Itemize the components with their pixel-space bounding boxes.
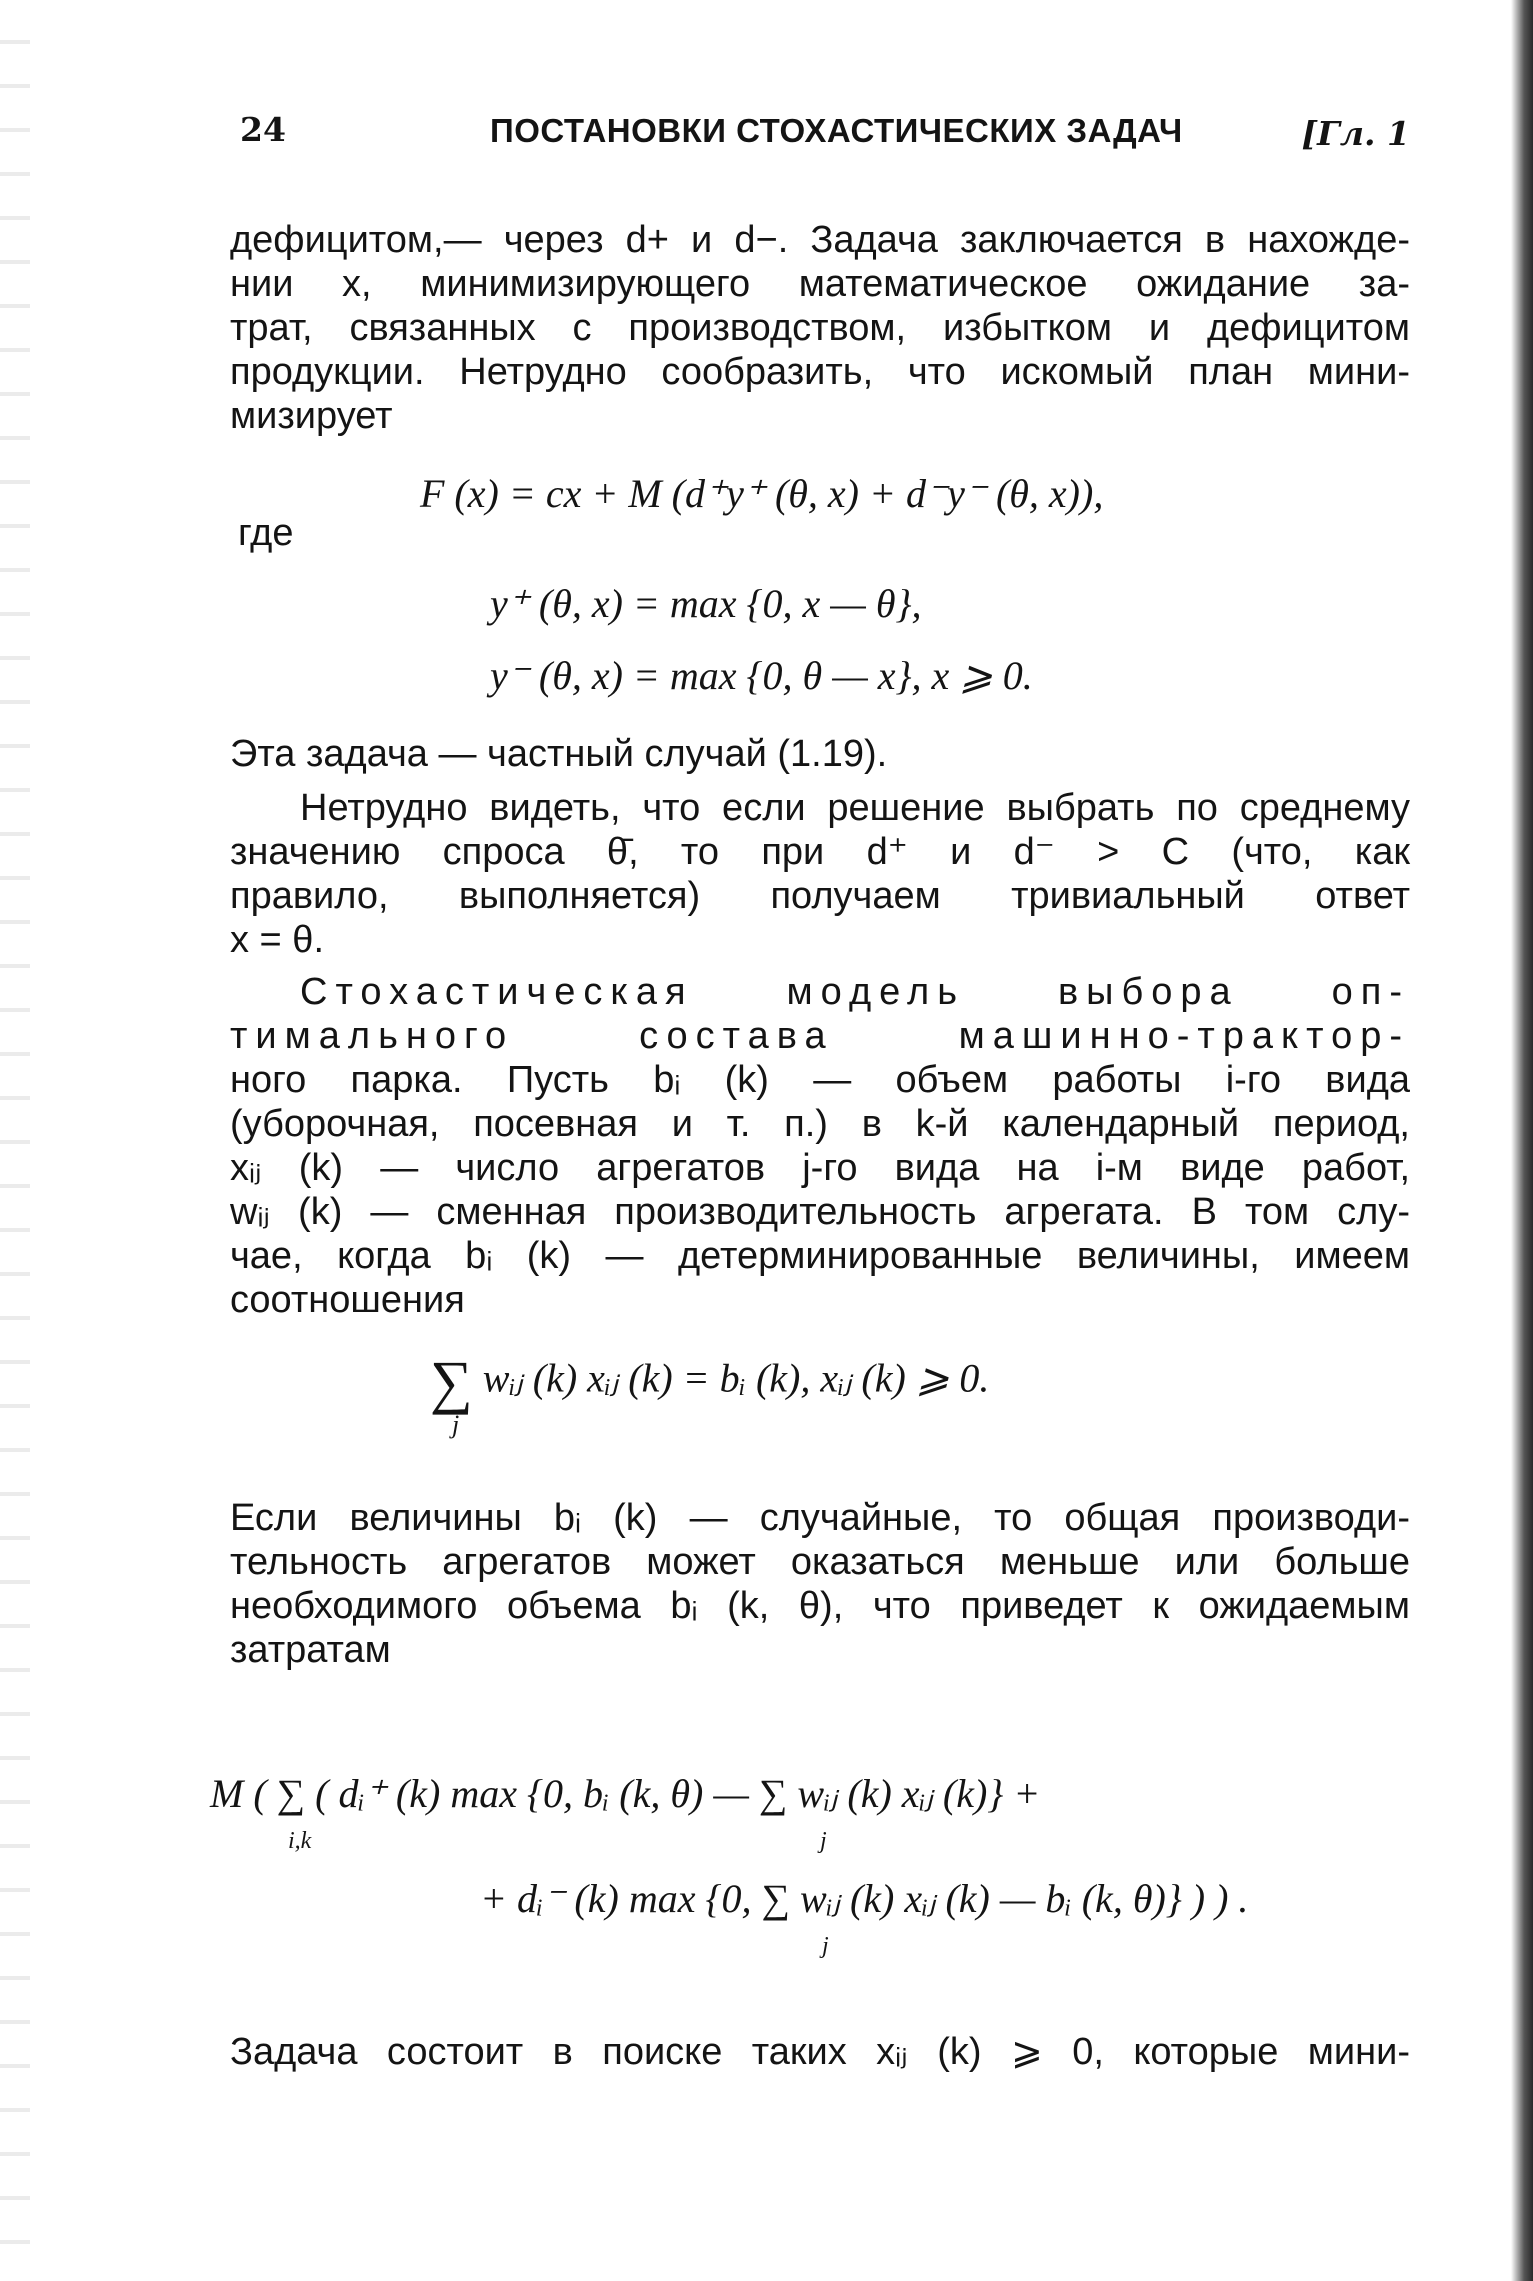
text-line: ного парка. Пусть bᵢ (k) — объем работы i-го вида: [230, 1059, 1410, 1101]
paragraph-3: [230, 786, 1410, 962]
text-line: трат, связанных с производством, избытком и дефицитом: [230, 307, 1410, 349]
chapter-ref: [Гл. 1: [1301, 114, 1410, 153]
text-line: Если величины bᵢ (k) — случайные, то общая производи-: [230, 1497, 1410, 1539]
text-line: Задача состоит в поиске таких xᵢⱼ (k) ⩾ 0, которые мини-: [230, 2031, 1410, 2073]
formula-costs-line2: [480, 1875, 1249, 1959]
paragraph-2: [230, 732, 1410, 776]
text-line: соотношения: [230, 1279, 465, 1321]
text-line: тельность агрегатов может оказаться меньше или больше: [230, 1541, 1410, 1583]
text-line: wᵢⱼ (k) — сменная производительность агрегата. В том слу-: [230, 1191, 1410, 1233]
paragraph-1: [230, 218, 1410, 438]
paragraph-4: [230, 970, 1410, 1322]
text-line: необходимого объема bᵢ (k, θ), что приведет к ожидаемым: [230, 1585, 1410, 1627]
page-number: 24: [240, 110, 286, 149]
paragraph-6: [230, 2030, 1410, 2074]
text-line: значению спроса θ̄, то при d⁺ и d⁻ > C (что, как: [230, 831, 1410, 873]
formula-y-plus: y⁺ (θ, x) = max {0, x — θ},: [490, 581, 922, 626]
running-title: ПОСТАНОВКИ СТОХАСТИЧЕСКИХ ЗАДАЧ: [490, 112, 1183, 149]
text-line: Эта задача — частный случай (1.19).: [230, 733, 888, 775]
sum-index: j: [822, 1933, 829, 1959]
formula-costs-line1: [210, 1770, 1041, 1854]
formula-constraint: [430, 1348, 990, 1439]
formula-costs-line2-text: + dᵢ⁻ (k) max {0, ∑ wᵢⱼ (k) xᵢⱼ (k) — bᵢ (k, θ)} ) ) .: [480, 1876, 1249, 1921]
text-line: правило, выполняется) получаем тривиальный ответ: [230, 875, 1410, 917]
scan-left-margin: [0, 0, 30, 2281]
text-line: x = θ.: [230, 919, 324, 961]
sum-index: j: [820, 1828, 827, 1854]
text-line: xᵢⱼ (k) — число агрегатов j-го вида на i-м виде работ,: [230, 1147, 1410, 1189]
text-line: тимального состава машинно-трактор-: [230, 1015, 1410, 1057]
formula-objective: F (x) = cx + M (d⁺y⁺ (θ, x) + d⁻y⁻ (θ, x)),: [420, 471, 1104, 516]
text-line: продукции. Нетрудно сообразить, что искомый план мини-: [230, 351, 1410, 393]
page-header: [240, 110, 1410, 160]
text-line: чае, когда bᵢ (k) — детерминированные величины, имеем: [230, 1235, 1410, 1277]
paragraph-5: [230, 1496, 1410, 1672]
label-where: где: [238, 512, 294, 554]
formula-costs-line1-text: M ( ∑ ( dᵢ⁺ (k) max {0, bᵢ (k, θ) — ∑ wᵢⱼ (k) xᵢⱼ (k)} +: [210, 1771, 1041, 1816]
text-line: дефицитом,— через d+ и d−. Задача заключается в нахожде-: [230, 219, 1410, 261]
text-line: (уборочная, посевная и т. п.) в k-й календарный период,: [230, 1103, 1410, 1145]
text-line: Стохастическая модель выбора оп-: [300, 971, 1410, 1013]
sum-index: j: [452, 1410, 460, 1439]
text-line: затратам: [230, 1629, 391, 1671]
formula-y-minus: y⁻ (θ, x) = max {0, θ — x}, x ⩾ 0.: [490, 653, 1033, 698]
scan-right-edge: [1511, 0, 1533, 2281]
formula-constraint-body: wᵢⱼ (k) xᵢⱼ (k) = bᵢ (k), xᵢⱼ (k) ⩾ 0.: [482, 1355, 990, 1401]
text-line: нии x, минимизирующего математическое ожидание за-: [230, 263, 1410, 305]
text-line: Нетрудно видеть, что если решение выбрать по среднему: [300, 787, 1410, 829]
sum-sign: ∑: [430, 1349, 473, 1415]
text-line: мизирует: [230, 395, 393, 437]
sum-index: i,k: [288, 1828, 312, 1854]
